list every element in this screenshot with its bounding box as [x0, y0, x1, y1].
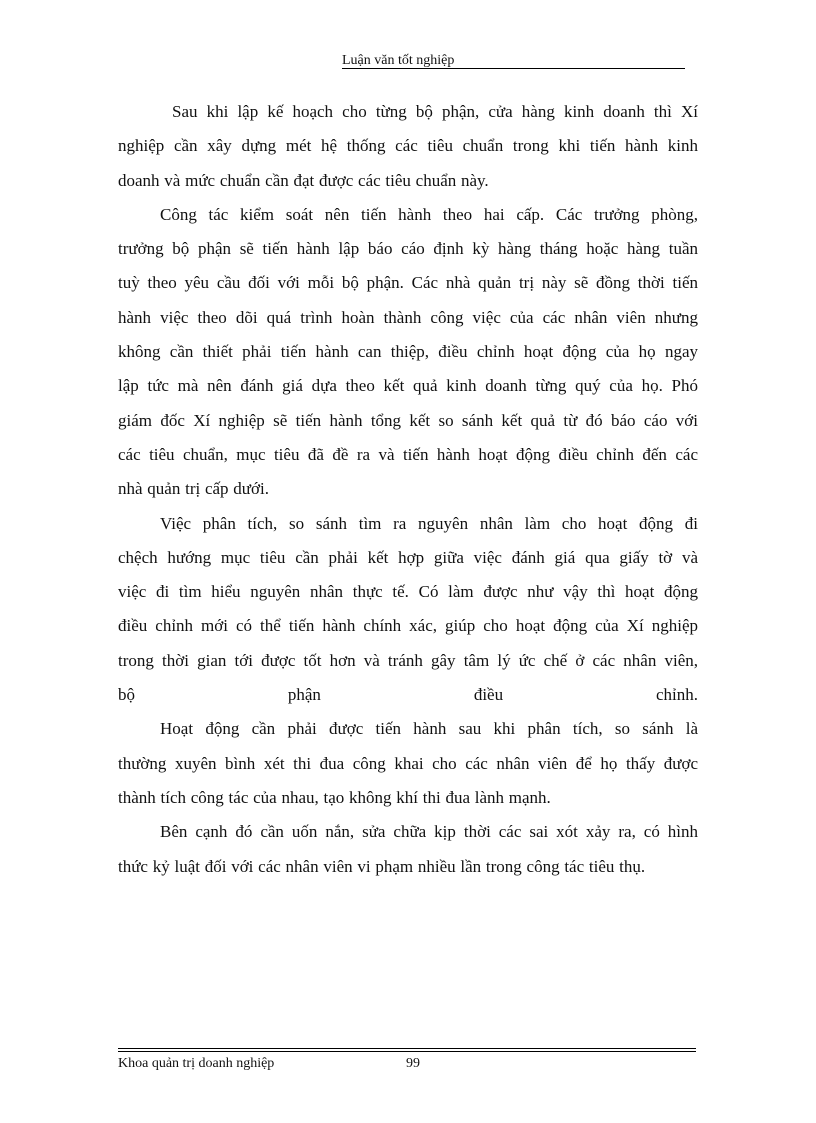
- page-number: 99: [406, 1056, 420, 1071]
- paragraph-line: việc đi tìm hiểu nguyên nhân thực tế. Có làm được như vậy thì hoạt động: [118, 582, 698, 602]
- paragraph-line: nghiệp cần xây dựng mét hệ thống các tiêu chuẩn trong khi tiến hành kinh: [118, 136, 698, 156]
- paragraph-line: các tiêu chuẩn, mục tiêu đã đề ra và tiến hành hoạt động điều chỉnh đến các: [118, 444, 698, 464]
- paragraph-line: bộ phận điều chỉnh.: [118, 685, 698, 705]
- paragraph-line: trưởng bộ phận sẽ tiến hành lập báo cáo định kỳ hàng tháng hoặc hàng tuần: [118, 239, 698, 259]
- paragraph-1: [118, 95, 698, 198]
- paragraph-line: tuỳ theo yêu cầu đối với mỗi bộ phận. Các nhà quản trị này sẽ đồng thời tiến: [118, 273, 698, 293]
- paragraph-3: [118, 507, 698, 713]
- footer-rule-top: [118, 1048, 696, 1049]
- document-body: [118, 95, 698, 884]
- paragraph-line: doanh và mức chuẩn cần đạt được các tiêu chuẩn này.: [118, 170, 489, 190]
- page-header-title: Luận văn tốt nghiệp: [342, 53, 455, 68]
- paragraph-line: nhà quản trị cấp dưới.: [118, 479, 269, 499]
- footer-rule-bottom: [118, 1051, 696, 1052]
- paragraph-5: [118, 815, 698, 884]
- paragraph-line: Bên cạnh đó cần uốn nắn, sửa chữa kịp thời các sai xót xảy ra, có hình: [160, 822, 698, 842]
- paragraph-line: Sau khi lập kế hoạch cho từng bộ phận, cửa hàng kinh doanh thì Xí: [172, 102, 698, 121]
- footer-department: Khoa quản trị doanh nghiệp: [118, 1056, 275, 1071]
- paragraph-line: thành tích công tác của nhau, tạo không khí thi đua lành mạnh.: [118, 787, 551, 807]
- paragraph-line: hành việc theo dõi quá trình hoàn thành công việc của các nhân viên nhưng: [118, 307, 698, 327]
- paragraph-line: thức kỷ luật đối với các nhân viên vi phạm nhiều lần trong công tác tiêu thụ.: [118, 856, 646, 876]
- paragraph-line: điều chỉnh mới có thể tiến hành chính xác, giúp cho hoạt động của Xí nghiệp: [118, 616, 698, 636]
- paragraph-line: Việc phân tích, so sánh tìm ra nguyên nhân làm cho hoạt động đi: [160, 513, 698, 533]
- paragraph-line: Công tác kiểm soát nên tiến hành theo hai cấp. Các trưởng phòng,: [160, 204, 698, 224]
- paragraph-4: [118, 712, 698, 815]
- paragraph-line: giám đốc Xí nghiệp sẽ tiến hành tổng kết so sánh kết quả từ đó báo cáo với: [118, 410, 698, 430]
- paragraph-line: không cần thiết phải tiến hành can thiệp, điều chỉnh hoạt động của họ ngay: [118, 342, 698, 362]
- paragraph-2: [118, 198, 698, 507]
- paragraph-line: lập tức mà nên đánh giá dựa theo kết quả kinh doanh từng quý của họ. Phó: [118, 376, 698, 396]
- paragraph-line: thường xuyên bình xét thi đua công khai cho các nhân viên để họ thấy được: [118, 753, 698, 773]
- paragraph-line: trong thời gian tới được tốt hơn và tránh gây tâm lý ức chế ở các nhân viên,: [118, 650, 698, 670]
- paragraph-line: chệch hướng mục tiêu cần phải kết hợp giữa việc đánh giá qua giấy tờ và: [118, 547, 698, 567]
- header-rule: [342, 68, 685, 69]
- paragraph-line: Hoạt động cần phải được tiến hành sau khi phân tích, so sánh là: [160, 719, 698, 739]
